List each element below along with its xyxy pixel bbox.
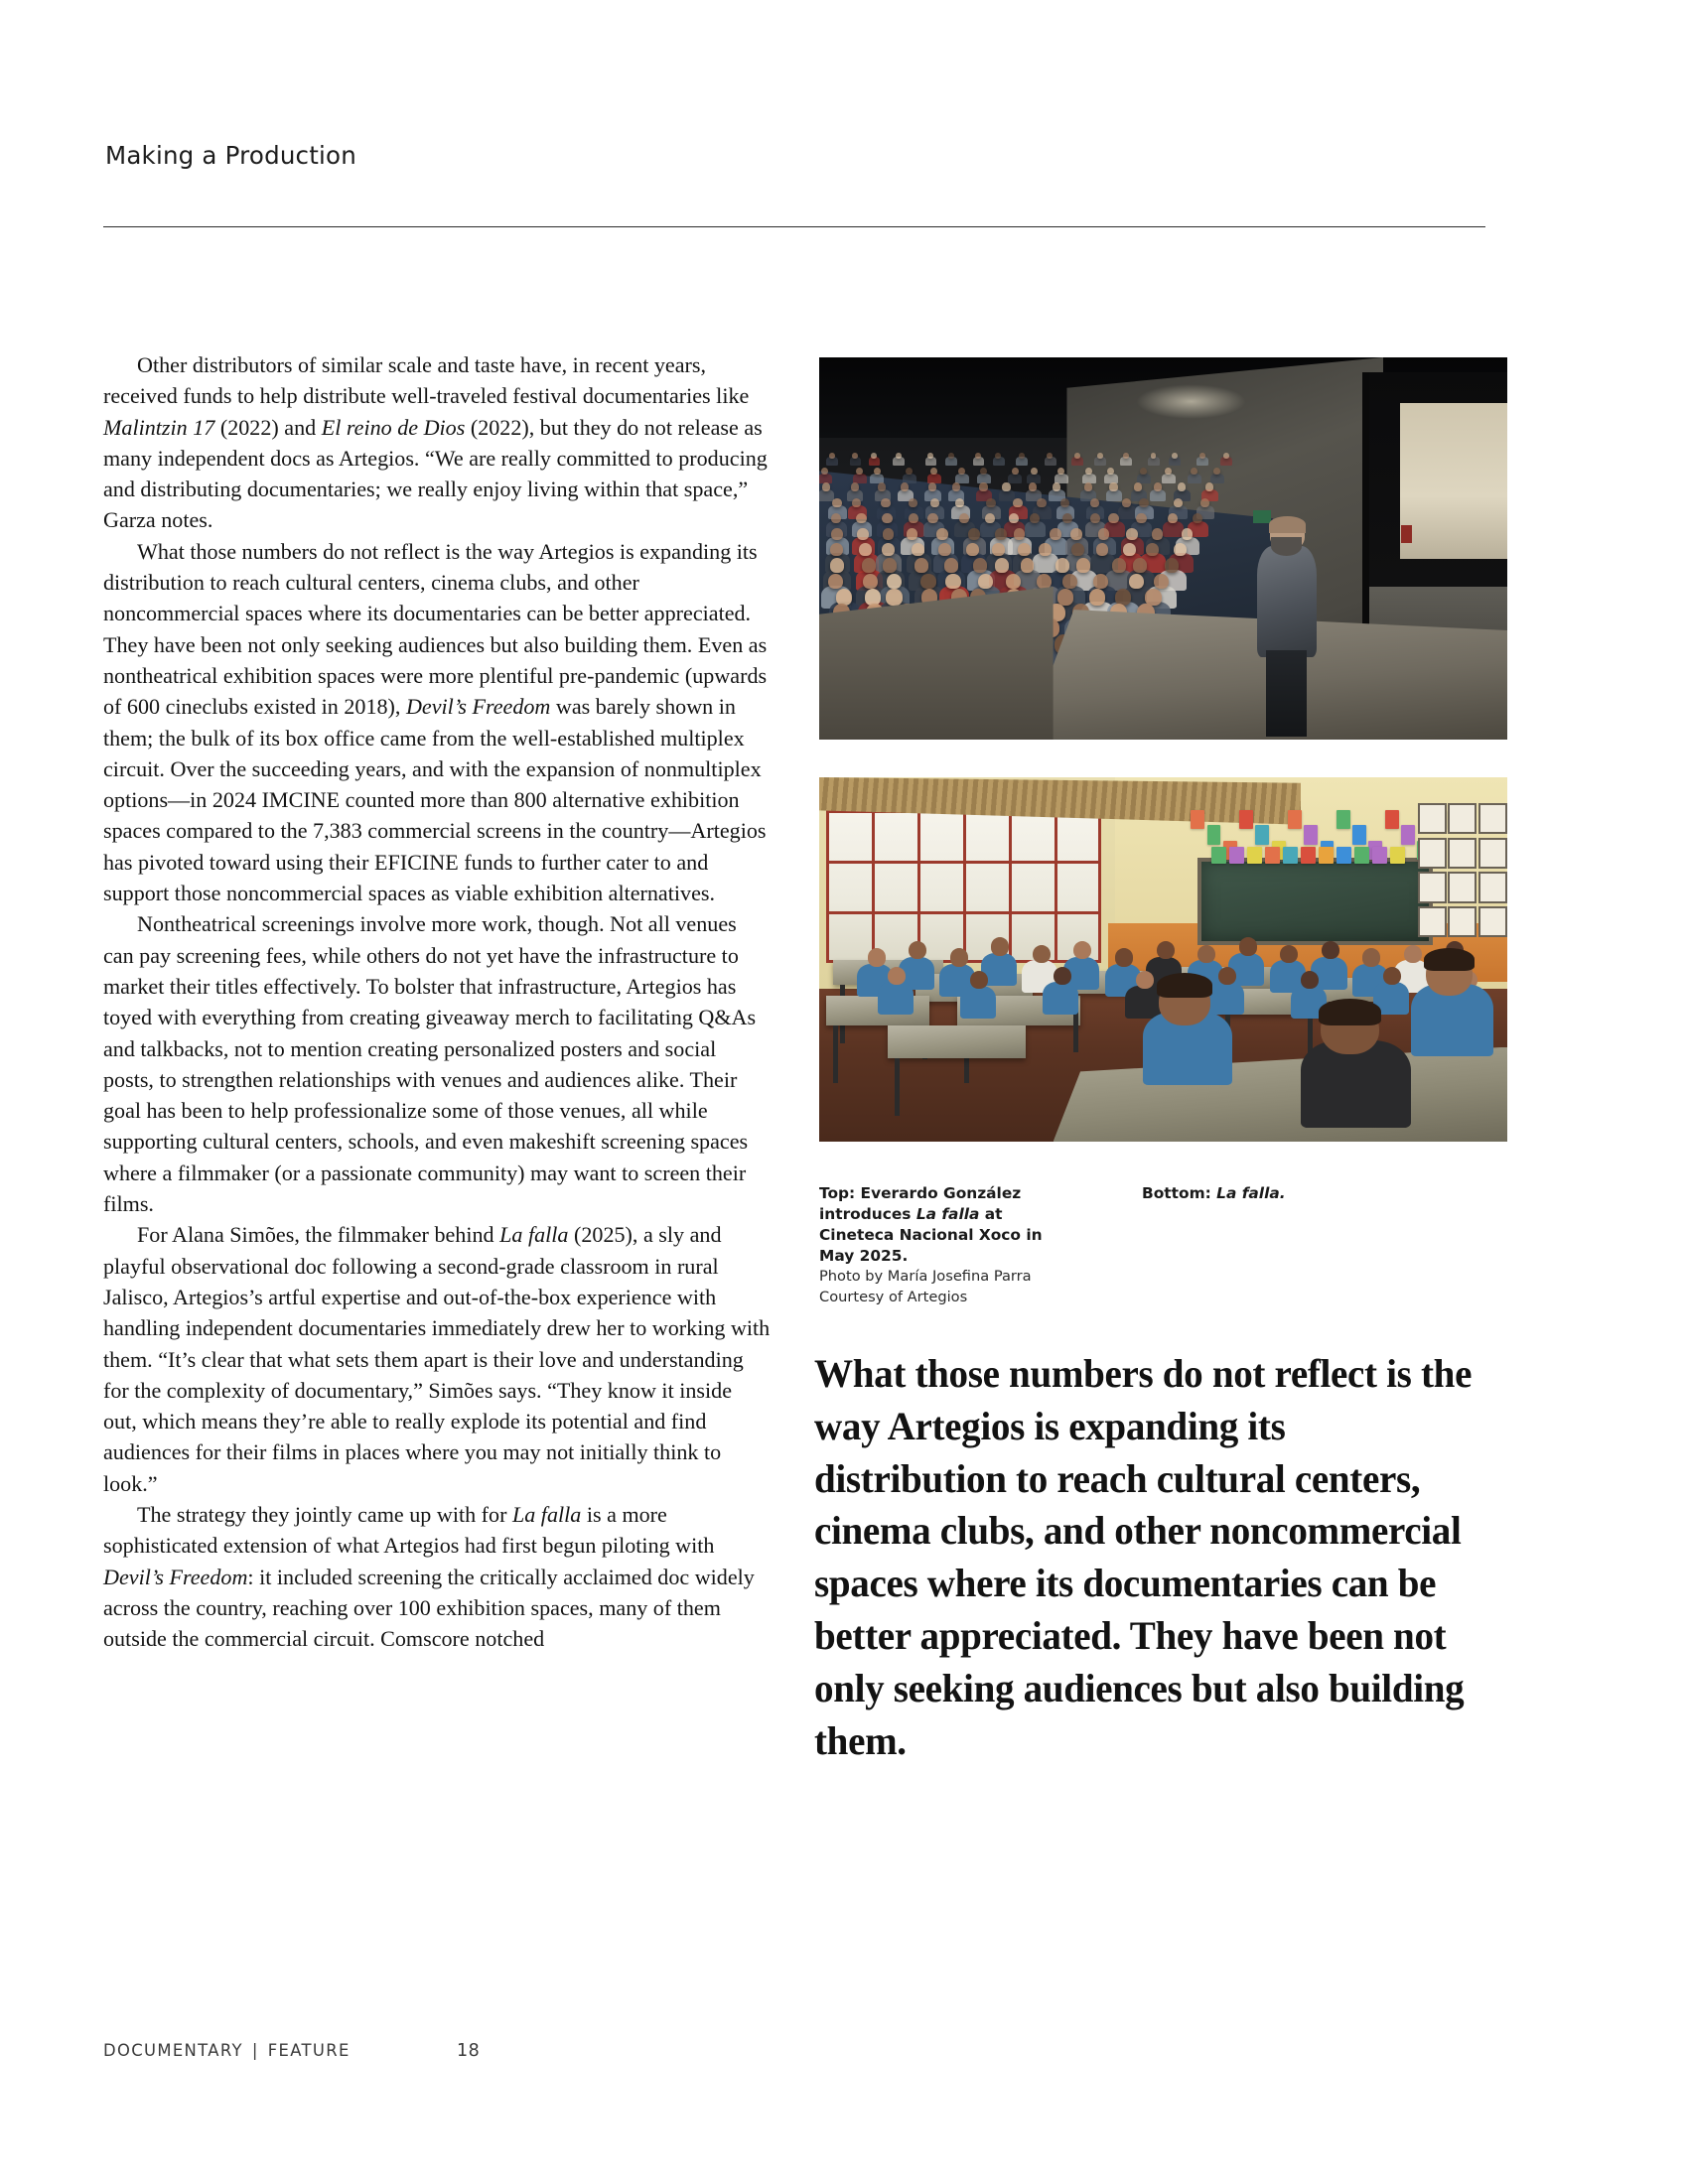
- running-head: Making a Production: [105, 141, 356, 170]
- article-paragraph: The strategy they jointly came up with for La falla is a more sophisticated extension of what Artegios had first begun piloting with Devil’s Freedom: it included screening the critically acclaimed doc widely across the country, reaching over 100 exhibition spaces, many of them outside the commercial circuit. Comscore notched: [103, 1501, 755, 1652]
- pull-quote: What those numbers do not reflect is the way Artegios is expanding its distribution to reach cultural centers, cinema clubs, and other noncommercial spaces where its documentaries can be better appreciated. They have been not only seeking audiences but also building them.: [814, 1351, 1473, 1763]
- footer-publication: DOCUMENTARY: [103, 2041, 243, 2060]
- caption-top-text: Top: Everardo González introduces La falla at Cineteca Nacional Xoco in May 2025.: [819, 1184, 1043, 1265]
- header-rule: [103, 226, 1485, 227]
- caption-photo-credit: Photo by María Josefina Parra: [819, 1268, 1032, 1285]
- footer-separator: |: [251, 2041, 259, 2060]
- article-paragraph: For Alana Simões, the filmmaker behind La falla (2025), a sly and playful observational doc following a second-grade classroom in rural Jalisco, Artegios’s artful expertise and out-of-the-box experience with handling independent documentaries immediately drew her to working with them. “It’s clear that what sets them apart is their love and understanding for the complexity of documentary,” Simões says. “They know it inside out, which means they’re able to really explode its potential and find audiences for their films in places where you may not initially think to look.”: [103, 1222, 771, 1496]
- caption-top-block: [819, 1183, 1057, 1307]
- photo-speaker-figure: [1256, 518, 1318, 733]
- caption-bottom-block: [1142, 1183, 1400, 1204]
- article-body-column: [103, 349, 771, 1654]
- article-paragraph: What those numbers do not reflect is the way Artegios is expanding its distribution to reach cultural centers, cinema clubs, and other noncommercial spaces where its documentaries can be better appreciated. They have been not only seeking audiences but also building them. Even as nontheatrical exhibition spaces were more plentiful pre-pandemic (upwards of 600 cineclubs existed in 2018), Devil’s Freedom was barely shown in them; the bulk of its box office came from the well-established multiplex circuit. Over the succeeding years, and with the expansion of nonmultiplex options—in 2024 IMCINE counted more than 800 alternative exhibition spaces compared to the 7,383 commercial screens in the country—Artegios has pivoted toward using their EFICINE funds to further cater to and support those noncommercial spaces as viable exhibition alternatives.: [103, 538, 768, 906]
- photo-cinema-artwork: [819, 357, 1507, 740]
- footer-publication-line: [103, 2041, 351, 2060]
- photo-classroom-artwork: [819, 777, 1507, 1142]
- footer-section: FEATURE: [267, 2041, 351, 2060]
- caption-bottom-text: Bottom: La falla.: [1142, 1184, 1286, 1202]
- caption-courtesy-credit: Courtesy of Artegios: [819, 1288, 968, 1305]
- page-number: 18: [457, 2041, 481, 2061]
- article-paragraph: Nontheatrical screenings involve more work, though. Not all venues can pay screening fees, while others do not yet have the infrastructure to market their titles effectively. To bolster that infrastructure, Artegios has toyed with everything from creating giveaway merch to facilitating Q&As and talkbacks, not to mention creating personalized posters and social posts, to strengthen relationships with venues and audiences alike. Their goal has been to help professionalize some of those venues, all while supporting cultural centers, schools, and even makeshift screening spaces where a filmmaker (or a passionate community) may want to screen their films.: [103, 911, 757, 1217]
- photo-classroom: [819, 777, 1507, 1142]
- photo-cinema-auditorium: [819, 357, 1507, 740]
- article-paragraph: Other distributors of similar scale and taste have, in recent years, received funds to help distribute well-traveled festival documentaries like Malintzin 17 (2022) and El reino de Dios (2022), but they do not release as many independent docs as Artegios. “We are really committed to producing and distributing documentaries; we really enjoy living within that space,” Garza notes.: [103, 352, 768, 533]
